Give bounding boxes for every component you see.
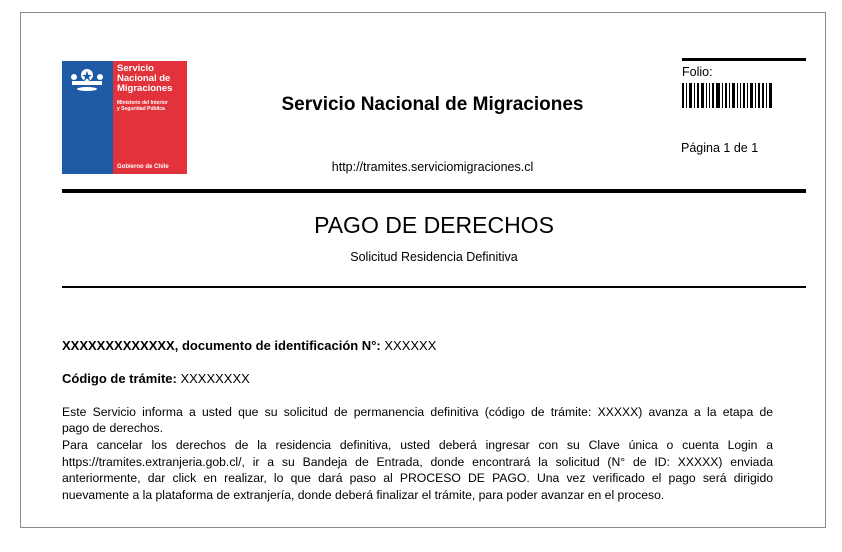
barcode-bar xyxy=(740,83,741,108)
barcode-bar xyxy=(725,83,727,108)
logo-text: Servicio xyxy=(117,63,154,74)
barcode-bar xyxy=(701,83,704,108)
servicio-migraciones-logo xyxy=(62,61,187,174)
barcode-bar xyxy=(697,83,699,108)
barcode xyxy=(682,83,802,108)
barcode-bar xyxy=(750,83,753,108)
logo-ministry: Ministerio del Interior xyxy=(117,100,168,106)
folio-rule xyxy=(682,58,806,61)
code-line xyxy=(62,371,773,386)
folio-label: Folio: xyxy=(682,65,713,79)
header-divider xyxy=(62,189,806,193)
barcode-bar xyxy=(716,83,720,108)
title-divider xyxy=(62,286,806,288)
logo-gov: Gobierno de Chile xyxy=(117,164,169,170)
body-text-line: pago de derechos. xyxy=(62,421,163,435)
barcode-bar xyxy=(755,83,756,108)
chile-coat-of-arms-icon xyxy=(62,61,113,174)
body-text-line: https://tramites.extranjeria.gob.cl/, ir a su Bandeja de Entrada, donde encontrará la solicitud (N° de ID: XXXXX) enviada xyxy=(62,455,773,469)
header-url: http://tramites.serviciomigraciones.cl xyxy=(331,160,534,174)
barcode-bar xyxy=(706,83,707,108)
body-text-line: nuevamente a la plataforma de extranjería, donde deberá finalizar el trámite, para poder avanzar en el proceso. xyxy=(62,488,665,502)
document-subtitle: Solicitud Residencia Definitiva xyxy=(350,250,518,264)
barcode-bar xyxy=(743,83,745,108)
body-text-line: anteriormente, dar click en realizar, lo que dará paso al PROCESO DE PAGO. Una vez verificado el pago será dirigido xyxy=(62,471,773,485)
barcode-bar xyxy=(682,83,684,108)
body-text-line: Para cancelar los derechos de la residencia definitiva, usted deberá ingresar con su Clave única o cuenta Login a xyxy=(62,438,773,452)
logo-ministry: y Seguridad Pública xyxy=(117,106,165,112)
barcode-bar xyxy=(766,83,767,108)
code-label: Código de trámite: xyxy=(62,371,177,386)
barcode-bar xyxy=(758,83,760,108)
page-number: Página 1 de 1 xyxy=(681,141,759,155)
document-title: PAGO DE DERECHOS xyxy=(314,212,554,238)
barcode-bar xyxy=(737,83,738,108)
logo-text: Migraciones xyxy=(117,83,173,94)
id-label: , documento de identificación N°: xyxy=(174,338,381,353)
body-text-line: Este Servicio informa a usted que su solicitud de permanencia definitiva (código de trámite: XXXXX) avanza a la etapa de xyxy=(62,405,773,419)
barcode-bar xyxy=(732,83,735,108)
barcode-bar xyxy=(762,83,764,108)
barcode-bar xyxy=(694,83,695,108)
barcode-bar xyxy=(709,83,710,108)
code-value: XXXXXXXX xyxy=(176,371,250,386)
barcode-bar xyxy=(712,83,714,108)
barcode-bar xyxy=(747,83,748,108)
barcode-bar xyxy=(729,83,730,108)
header-title: Servicio Nacional de Migraciones xyxy=(281,94,584,115)
id-value: XXXXXX xyxy=(380,338,437,353)
applicant-line xyxy=(62,338,773,353)
applicant-name: XXXXXXXXXXXXX xyxy=(62,338,175,353)
barcode-bar xyxy=(689,83,692,108)
logo-text: Nacional de xyxy=(117,73,171,84)
barcode-bar xyxy=(686,83,687,108)
barcode-bar xyxy=(769,83,772,108)
barcode-bar xyxy=(722,83,723,108)
